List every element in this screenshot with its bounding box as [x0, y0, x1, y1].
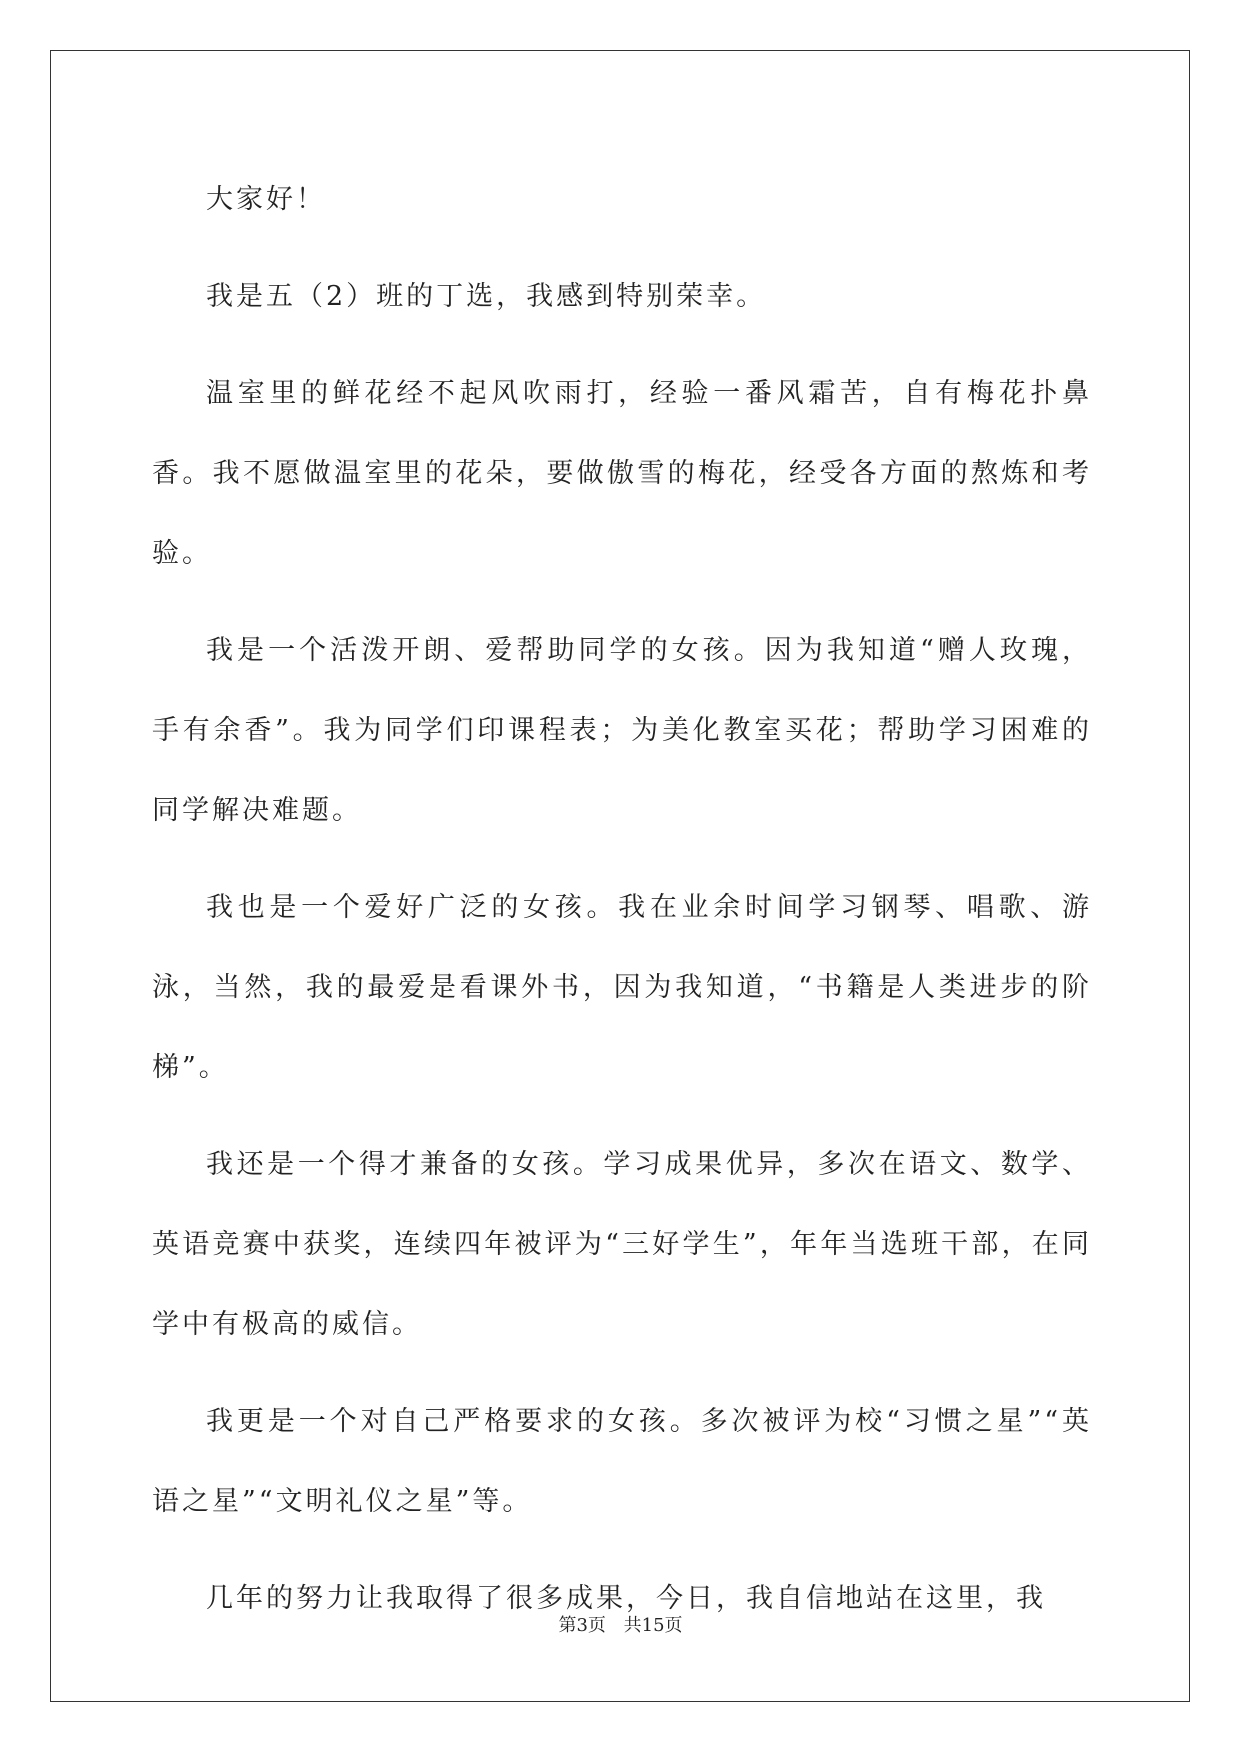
paragraph-plum-blossom: 温室里的鲜花经不起风吹雨打，经验一番风霜苦，自有梅花扑鼻香。我不愿做温室里的花朵，要做傲雪的梅花，经受各方面的熬炼和考验。: [152, 378, 1092, 569]
paragraph-self-discipline: 我更是一个对自己严格要求的女孩。多次被评为校“习惯之星”“英语之星”“文明礼仪之星”等。: [152, 1406, 1092, 1517]
paragraph-achievements: 我还是一个得才兼备的女孩。学习成果优异，多次在语文、数学、英语竞赛中获奖，连续四年被评为“三好学生”，年年当选班干部，在同学中有极高的威信。: [152, 1149, 1092, 1340]
paragraph-greeting: 大家好！: [206, 184, 326, 215]
page-footer: [0, 1611, 1241, 1637]
paragraph-conclusion: 几年的努力让我取得了很多成果，今日，我自信地站在这里，我: [206, 1583, 1046, 1614]
document-body: [152, 160, 1092, 1656]
paragraph-helpful: 我是一个活泼开朗、爱帮助同学的女孩。因为我知道“赠人玫瑰，手有余香”。我为同学们印课程表；为美化教室买花；帮助学习困难的同学解决难题。: [152, 635, 1092, 826]
total-page-count: 共15页: [623, 1615, 683, 1636]
paragraph-introduction: 我是五（2）班的丁选，我感到特别荣幸。: [206, 281, 767, 312]
paragraph-hobbies: 我也是一个爱好广泛的女孩。我在业余时间学习钢琴、唱歌、游泳，当然，我的最爱是看课外书，因为我知道，“书籍是人类进步的阶梯”。: [152, 892, 1092, 1083]
current-page-number: 第3页: [558, 1615, 606, 1636]
